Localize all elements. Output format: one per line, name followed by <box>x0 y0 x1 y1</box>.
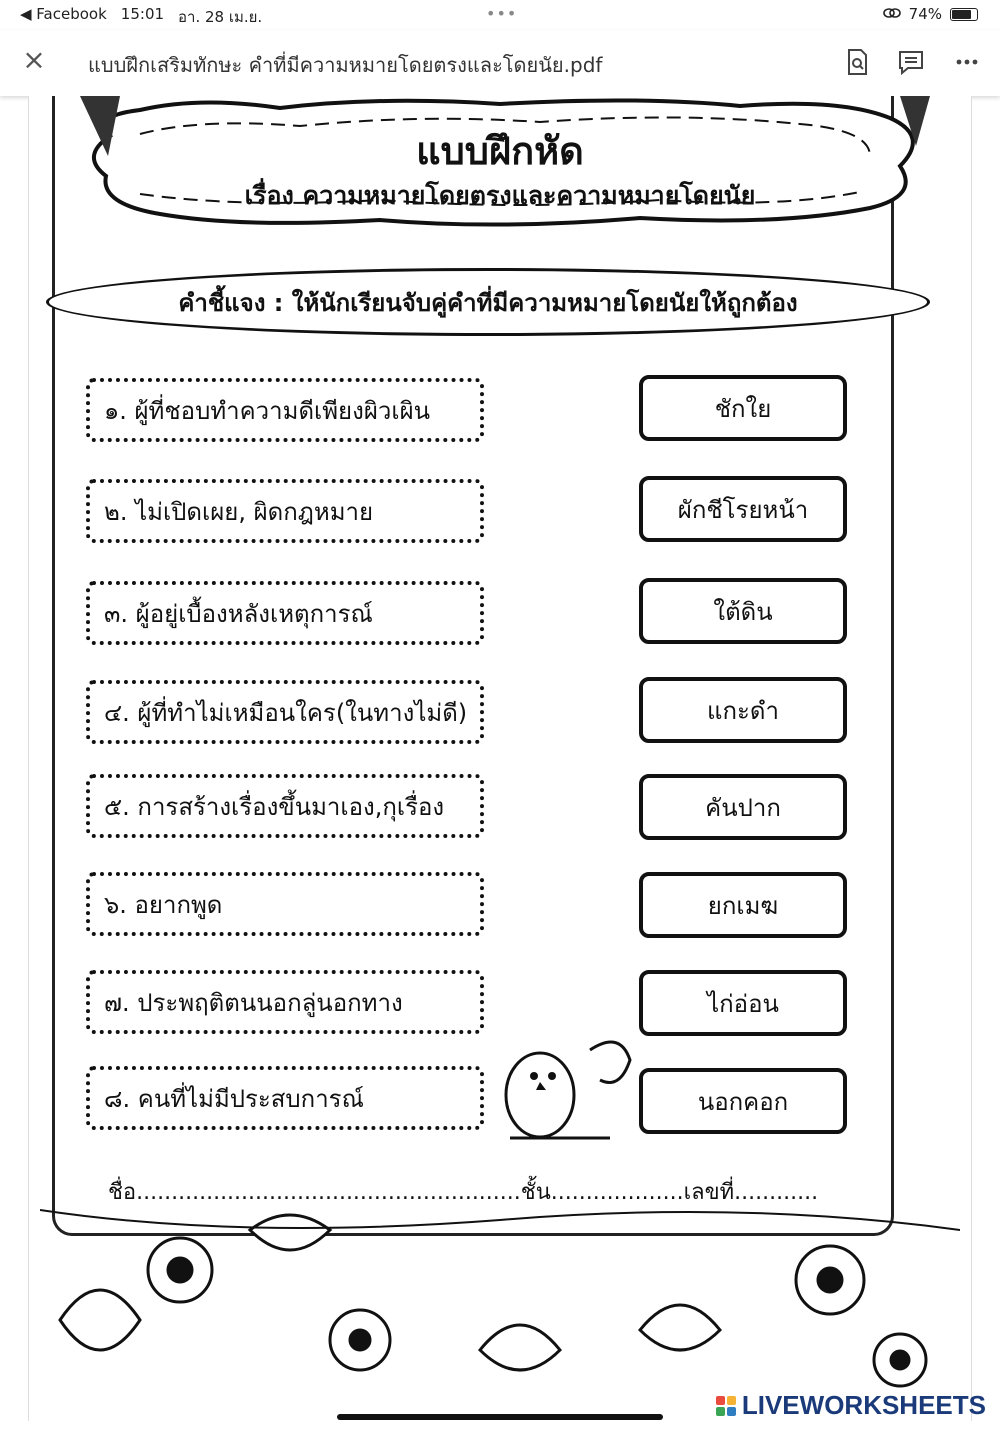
battery-percent: 74% <box>908 5 942 23</box>
decorative-frame <box>52 96 894 1236</box>
instruction-banner: คำชี้แจง : ให้นักเรียนจับคู่คำที่มีความหมายโดยนัยให้ถูกต้อง <box>46 268 930 336</box>
right-item-6[interactable]: ยกเมฆ <box>639 872 847 938</box>
multitask-dots[interactable]: ••• <box>486 4 518 23</box>
comments-icon[interactable] <box>896 47 926 77</box>
document-title: แบบฝึกเสริมทักษะ คำที่มีความหมายโดยตรงและโดยนัย.pdf <box>88 53 603 77</box>
home-indicator[interactable] <box>337 1414 663 1420</box>
battery-icon <box>950 8 978 21</box>
right-item-2[interactable]: ผักชีโรยหน้า <box>639 476 847 542</box>
left-item-1[interactable]: ๑. ผู้ที่ชอบทำความดีเพียงผิวเผิน <box>86 378 484 442</box>
status-date: อา. 28 เม.ย. <box>178 8 263 26</box>
liveworksheets-logo <box>716 1390 986 1421</box>
right-item-7[interactable]: ไก่อ่อน <box>639 970 847 1036</box>
more-options-icon[interactable] <box>952 47 982 77</box>
flower-border-illustration <box>40 1200 960 1400</box>
link-icon <box>883 5 901 23</box>
document-toolbar <box>0 30 1000 96</box>
left-item-2[interactable]: ๒. ไม่เปิดเผย, ผิดกฎหมาย <box>86 479 484 543</box>
logo-grid-icon <box>716 1396 736 1416</box>
left-item-4[interactable]: ๔. ผู้ที่ทำไม่เหมือนใคร(ในทางไม่ดี) <box>86 680 484 744</box>
status-time: 15:01 <box>120 5 165 23</box>
right-item-3[interactable]: ใต้ดิน <box>639 578 847 644</box>
name-class-number-line: ชื่อ.......................................................ชั้น...................เลขที่............ <box>108 1180 819 1205</box>
right-item-1[interactable]: ชักใย <box>639 375 847 441</box>
worksheet-subtitle: เรื่อง ความหมายโดยตรงและความหมายโดยนัย <box>244 181 756 210</box>
brand-name: LIVEWORKSHEETS <box>741 1390 986 1420</box>
right-item-8[interactable]: นอกคอก <box>639 1068 847 1134</box>
back-to-app-link[interactable]: ◀ Facebook <box>20 5 107 23</box>
search-document-icon[interactable] <box>842 47 872 77</box>
close-button[interactable]: × <box>22 43 46 76</box>
left-item-7[interactable]: ๗. ประพฤติตนนอกลู่นอกทาง <box>86 970 484 1034</box>
status-bar <box>0 0 1000 30</box>
right-item-4[interactable]: แกะดำ <box>639 677 847 743</box>
right-item-5[interactable]: คันปาก <box>639 774 847 840</box>
left-item-8[interactable]: ๘. คนที่ไม่มีประสบการณ์ <box>86 1066 484 1130</box>
left-item-6[interactable]: ๖. อยากพูด <box>86 872 484 936</box>
bird-illustration <box>490 1020 640 1160</box>
left-item-5[interactable]: ๕. การสร้างเรื่องขึ้นมาเอง,กุเรื่อง <box>86 774 484 838</box>
left-item-3[interactable]: ๓. ผู้อยู่เบื้องหลังเหตุการณ์ <box>86 581 484 645</box>
worksheet-title: แบบฝึกหัด <box>416 129 584 173</box>
